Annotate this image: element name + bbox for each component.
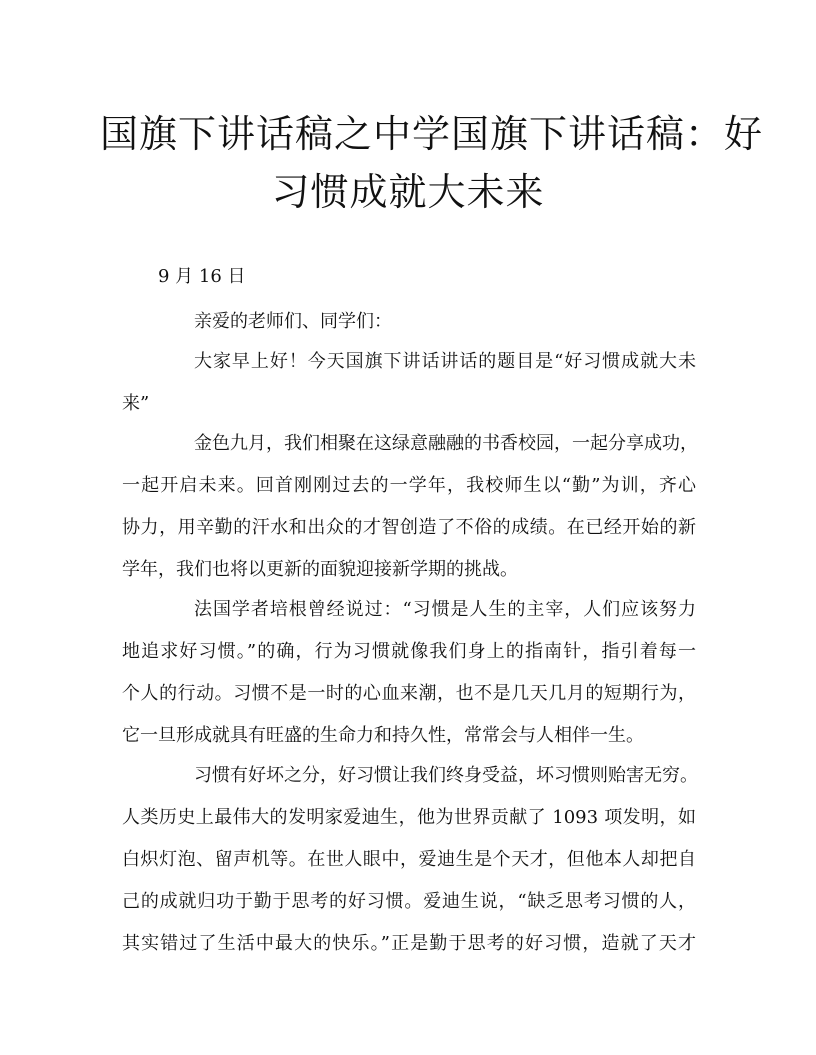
paragraph-2-line-3: 协力，用辛勤的汗水和出众的才智创造了不俗的成绩。在已经开始的新 [122,517,696,538]
paragraph-2-line-4: 学年，我们也将以更新的面貌迎接新学期的挑战。 [122,559,518,580]
paragraph-3-line-2: 地追求好习惯。”的确，行为习惯就像我们身上的指南针，指引着每一 [122,641,696,662]
paragraph-4-line-1: 习惯有好坏之分，好习惯让我们终身受益，坏习惯则贻害无穷。 [194,765,698,786]
salutation: 亲爱的老师们、同学们： [194,311,392,332]
paragraph-4-line-5: 其实错过了生活中最大的快乐。”正是勤于思考的好习惯，造就了天才 [122,933,696,954]
paragraph-3-line-4: 它一旦形成就具有旺盛的生命力和持久性，常常会与人相伴一生。 [122,725,644,746]
paragraph-3-line-3: 个人的行动。习惯不是一时的心血来潮，也不是几天几月的短期行为， [122,683,696,704]
paragraph-3-line-1: 法国学者培根曾经说过：“习惯是人生的主宰，人们应该努力 [194,599,696,620]
document-title-line-1: 国旗下讲话稿之中学国旗下讲话稿：好 [100,112,764,156]
document-date: 9 月 16 日 [158,266,246,287]
paragraph-1-line-1: 大家早上好！今天国旗下讲话讲话的题目是“好习惯成就大未 [194,351,696,372]
paragraph-4-line-4: 己的成就归功于勤于思考的好习惯。爱迪生说，“缺乏思考习惯的人， [122,891,696,912]
paragraph-2-line-2: 一起开启未来。回首刚刚过去的一学年，我校师生以“勤”为训，齐心 [122,475,696,496]
paragraph-4-line-3: 白炽灯泡、留声机等。在世人眼中，爱迪生是个天才，但他本人却把自 [122,849,696,870]
paragraph-1-line-2: 来” [122,393,150,414]
document-title-line-2: 习惯成就大未来 [271,170,545,214]
paragraph-4-line-2: 人类历史上最伟大的发明家爱迪生，他为世界贡献了 1093 项发明，如 [122,807,696,828]
paragraph-2-line-1: 金色九月，我们相聚在这绿意融融的书香校园，一起分享成功， [194,433,698,454]
